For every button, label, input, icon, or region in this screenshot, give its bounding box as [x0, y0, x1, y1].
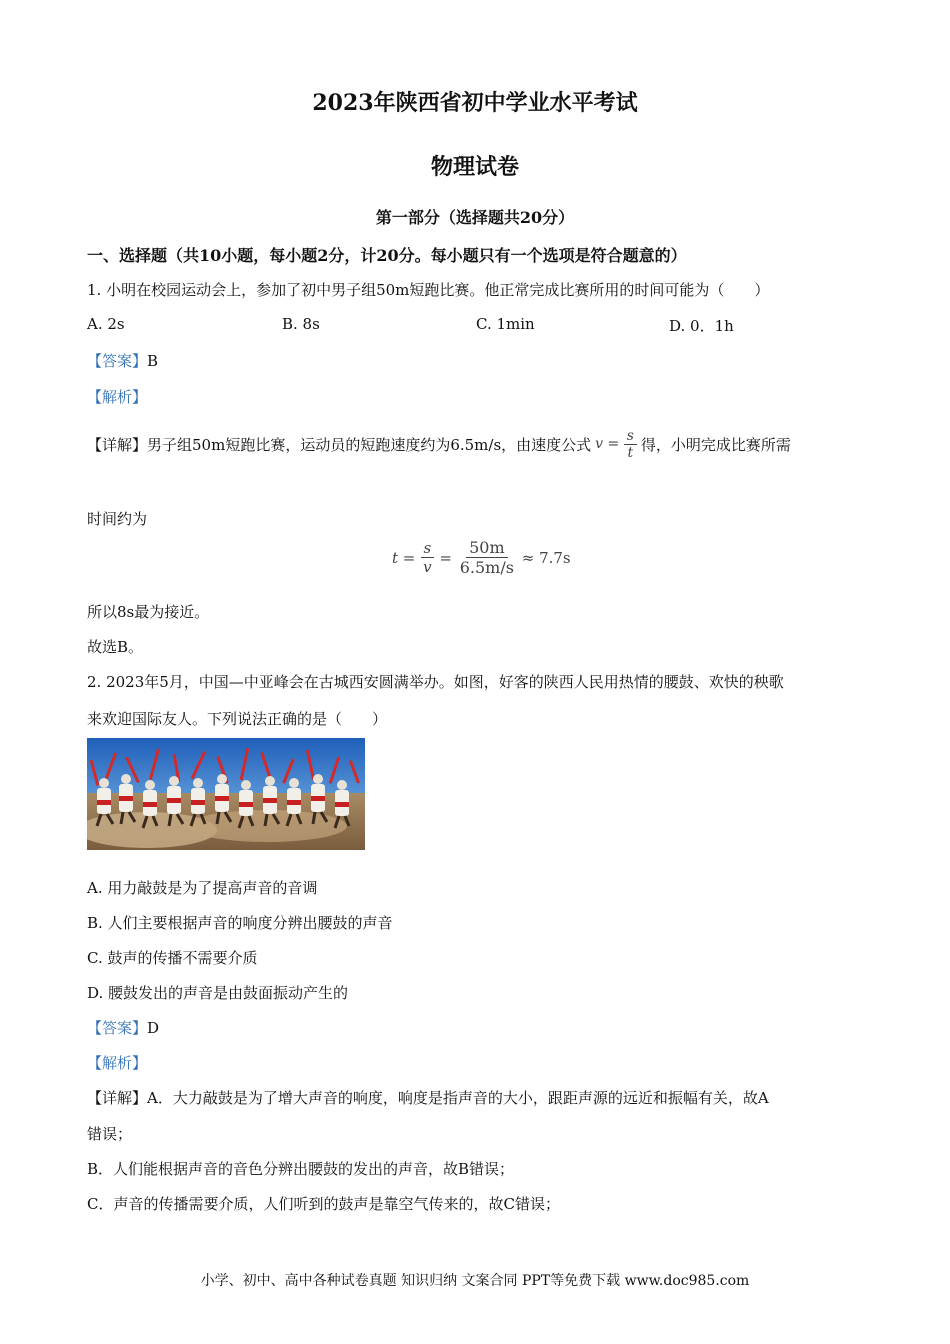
answer-tag: 【答案】 [87, 352, 148, 370]
section-heading: 一、选择题（共10小题，每小题2分，计20分。每小题只有一个选项是符合题意的） [87, 246, 687, 265]
detail-a-text: A．大力敲鼓是为了增大声音的响度，响度是指声音的大小，跟距声源的远近和振幅有关，故A [147, 1089, 769, 1107]
exam-title: 2023年陕西省初中学业水平考试 [312, 90, 638, 116]
calc-v: v [423, 558, 432, 576]
answer-value: B [147, 352, 159, 370]
calc-s: s [421, 539, 435, 558]
speed-formula: v = $\frac{s}{t}$ [595, 428, 637, 461]
q2-stem-line-1: 2. 2023年5月，中国—中亚峰会在古城西安圆满举办。如图，好客的陕西人民用热情的腰鼓、欢快的秧歌 [87, 673, 784, 691]
time-calculation: t = $\frac{s}{v}$ = $\frac{50m}{6.5m/s}$ ≈ 7.7s [392, 538, 571, 577]
calc-t: t [392, 548, 399, 567]
formula-fraction [624, 428, 637, 461]
detail-tag: 【详解】 [87, 1089, 148, 1107]
q2-detail-c: C．声音的传播需要介质，人们听到的鼓声是靠空气传来的，故C错误； [87, 1195, 560, 1213]
q1-choice: 故选B。 [87, 638, 144, 656]
q1-conclusion: 所以8s最为接近。 [87, 603, 210, 621]
part-heading: 第一部分（选择题共20分） [375, 208, 575, 227]
q2-option-d: D. 腰鼓发出的声音是由鼓面振动产生的 [87, 984, 349, 1002]
detail-tag: 【详解】 [87, 435, 148, 454]
subject-title: 物理试卷 [430, 154, 519, 180]
calc-result: ≈ 7.7s [521, 548, 571, 567]
q2-stem-line-2: 来欢迎国际友人。下列说法正确的是（ ） [87, 710, 388, 728]
calc-denominator: 6.5m/s [459, 558, 514, 577]
calc-fraction-values [457, 538, 517, 577]
q1-option-a: A. 2s [87, 315, 125, 333]
q2-answer [87, 1017, 159, 1038]
q2-analysis-tag: 【解析】 [87, 1054, 148, 1072]
q1-answer [87, 350, 158, 371]
q1-detail-line [87, 422, 791, 466]
q1-detail-text-1: 男子组50m短跑比赛，运动员的短跑速度约为6.5m/s，由速度公式 [147, 435, 592, 454]
q2-option-a: A. 用力敲鼓是为了提高声音的音调 [87, 879, 318, 897]
answer-tag: 【答案】 [87, 1019, 148, 1037]
q1-option-d: D. 0．1h [669, 317, 734, 335]
q2-detail-b: B．人们能根据声音的音色分辨出腰鼓的发出的声音，故B错误； [87, 1160, 515, 1178]
q2-detail-a-line-2: 错误； [87, 1125, 133, 1143]
page-footer: 小学、初中、高中各种试卷真题 知识归纳 文案合同 PPT等免费下载 www.doc985.com [200, 1273, 750, 1289]
q1-detail-text-3: 时间约为 [87, 510, 148, 528]
formula-v: v [595, 436, 604, 452]
q1-option-c: C. 1min [476, 315, 535, 333]
formula-s: s [624, 428, 637, 445]
q1-detail-text-2: 得，小明完成比赛所需 [640, 435, 791, 454]
q2-option-c: C. 鼓声的传播不需要介质 [87, 949, 258, 967]
answer-value: D [147, 1019, 160, 1037]
formula-t: t [627, 444, 634, 461]
q2-option-b: B. 人们主要根据声音的响度分辨出腰鼓的声音 [87, 914, 393, 932]
q1-option-b: B. 8s [282, 315, 320, 333]
q1-analysis-tag: 【解析】 [87, 388, 148, 406]
calc-numerator: 50m [466, 538, 508, 558]
calc-fraction-s-v [420, 539, 434, 576]
q2-detail-a-line-1 [87, 1087, 769, 1108]
q1-stem: 1. 小明在校园运动会上，参加了初中男子组50m短跑比赛。他正常完成比赛所用的时间可能为（ ） [87, 281, 770, 299]
waist-drum-photo [87, 738, 365, 850]
